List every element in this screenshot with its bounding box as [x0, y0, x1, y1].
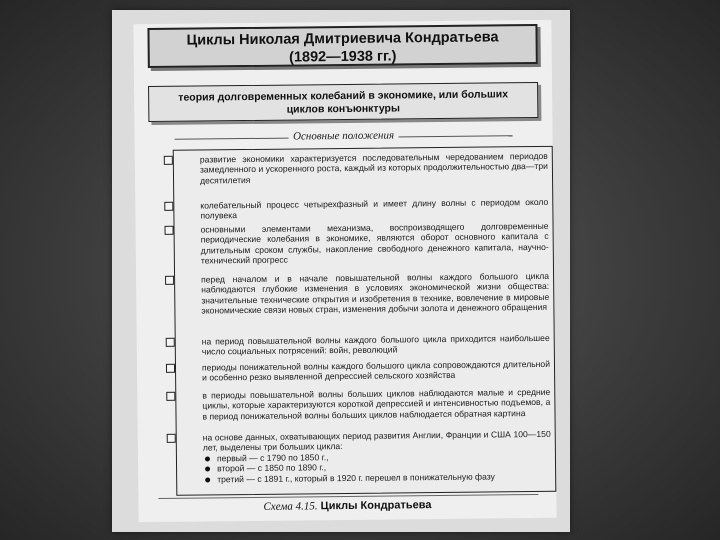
point-1: [178, 151, 548, 186]
title-line-1: Циклы Николая Дмитриевича Кондратьева: [186, 29, 499, 49]
checkbox-icon: [164, 202, 173, 211]
point-5: [180, 333, 550, 358]
figure-caption: [138, 498, 556, 514]
title-line-2: (1892—1938 гг.): [288, 48, 397, 66]
checkbox-icon: [166, 392, 175, 401]
point-text: основными элементами механизма, воспроизводящего долговременные периодические колебания в экономике, являются оборот основного капитала с длительным сроком службы, накопление свободного денежного капитала, научно-технический прогресс: [200, 220, 549, 266]
checkbox-icon: [165, 226, 174, 235]
checkbox-icon: [164, 156, 173, 165]
checkbox-icon: [166, 364, 175, 373]
bullet-icon: [205, 467, 210, 472]
point-text: колебательный процесс четырехфазный и имеет длину волны с периодом около полувека: [200, 196, 549, 221]
title-box: [147, 24, 537, 68]
subtitle-box: [148, 82, 538, 122]
point-text: развитие экономики характеризуется последовательным чередованием периодов замедленного и ускоренного роста, каждый из которых продолжительностью два—три десятилетия: [199, 150, 548, 186]
point-text: периоды понижательной волны каждого большого цикла сопровождаются длительной и особенно резко выявленной депрессией сельского хозяйства: [201, 358, 551, 383]
key-points-box: [173, 146, 557, 496]
caption-name: Циклы Кондратьева: [320, 499, 432, 513]
section-label: [135, 128, 553, 144]
subtitle-line-1: теория долговременных колебаний в экономике, или больших: [178, 88, 509, 104]
checkbox-icon: [165, 276, 174, 285]
point-2: [178, 197, 548, 222]
list-item: третий — с 1891 г., который в 1920 г. перешел в понижательную фазу: [203, 470, 551, 484]
point-4: [179, 271, 549, 316]
point-text: на период повышательной волны каждого большого цикла приходится наибольшее число социальных потрясений: войн, революций: [201, 332, 550, 357]
point-8: [181, 429, 552, 485]
point-6: [180, 359, 550, 384]
list-item: первый — с 1790 по 1850 г.,: [203, 450, 551, 464]
point-text: перед началом и в начале повышательной волны каждого большого цикла наблюдаются глубокие изменения в условиях экономической жизни общества: значительные технические открытия и изобретения в технике, вовлечение в мировые экономические связи новых стран, изменения добычи золота и денежного обращения: [201, 270, 550, 316]
point-7: [180, 387, 550, 422]
point-text: в периоды повышательной волны больших циклов наблюдаются малые и средние циклы, которые характеризуются короткой депрессией и интенсивностью подъемов, а в период понижательной волны больших циклов наблюдается обратная картина: [202, 386, 551, 422]
subtitle-line-2: циклов конъюнктуры: [286, 102, 400, 116]
slide-frame: [112, 10, 570, 532]
bullet-icon: [205, 477, 210, 482]
section-label-text: Основные положения: [289, 129, 398, 142]
point-text: на основе данных, охватывающих период развития Англии, Франции и США 100—150 лет, выделены три больших цикла:: [202, 428, 551, 453]
checkbox-icon: [167, 434, 176, 443]
scanned-page: [133, 20, 556, 522]
bullet-icon: [205, 456, 210, 461]
list-item: второй — с 1850 по 1890 г.,: [203, 460, 551, 474]
cycles-list: [203, 450, 551, 485]
caption-prefix: Схема 4.15.: [263, 500, 318, 513]
checkbox-icon: [166, 338, 175, 347]
point-3: [179, 221, 549, 266]
